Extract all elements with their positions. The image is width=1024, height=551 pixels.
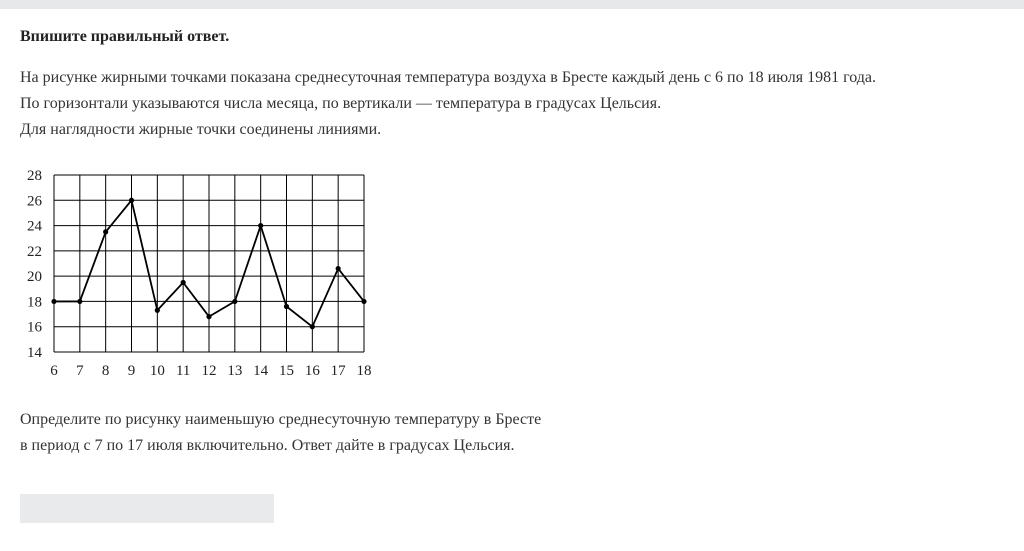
data-point [155,308,160,313]
y-tick-label: 16 [27,319,42,336]
y-tick-label: 14 [27,345,42,361]
description-line: По горизонтали указываются числа месяца, по вертикали — температура в градусах Цельсия. [20,95,662,112]
description-line: Для наглядности жирные точки соединены линиями. [20,121,382,138]
data-point [310,324,315,329]
x-tick-label: 14 [253,363,269,379]
y-tick-label: 26 [27,193,42,210]
data-point [181,280,186,285]
x-tick-label: 8 [101,363,110,379]
x-tick-label: 16 [304,363,320,379]
x-tick-label: 15 [279,363,294,379]
data-point [284,304,289,309]
question-line: в период с 7 по 17 июля включительно. Ответ дайте в градусах Цельсия. [20,437,515,454]
y-tick-label: 24 [27,218,42,235]
data-point [336,266,341,271]
y-tick-label: 18 [27,294,42,311]
answer-input[interactable] [20,494,274,523]
question-line: Определите по рисунку наименьшую среднесуточную температуру в Бресте [20,411,542,428]
data-point [258,223,263,228]
x-tick-label: 18 [356,363,372,379]
x-tick-label: 12 [201,363,217,379]
data-point [232,299,237,304]
x-tick-label: 13 [227,363,243,379]
data-point [129,198,134,203]
description-line: На рисунке жирными точками показана среднесуточная температура воздуха в Бресте каждый день с 6 по 18 июля 1981 года. [20,69,877,86]
y-tick-label: 28 [27,168,42,184]
x-tick-label: 7 [76,363,84,379]
task-instruction: Впишите правильный ответ. [20,28,230,45]
data-point [206,314,211,319]
task-description [20,65,876,143]
x-tick-label: 17 [330,363,346,379]
x-tick-label: 11 [175,363,191,379]
data-point [361,299,366,304]
y-tick-label: 22 [27,243,42,260]
y-tick-label: 20 [27,269,42,286]
x-tick-label: 10 [149,363,165,379]
data-point [51,299,56,304]
data-point [77,299,82,304]
temperature-chart [0,160,400,385]
top-bar [0,0,1024,9]
data-point [103,229,108,234]
x-tick-label: 9 [127,363,136,379]
task-question [20,407,541,459]
x-tick-label: 6 [50,363,58,379]
